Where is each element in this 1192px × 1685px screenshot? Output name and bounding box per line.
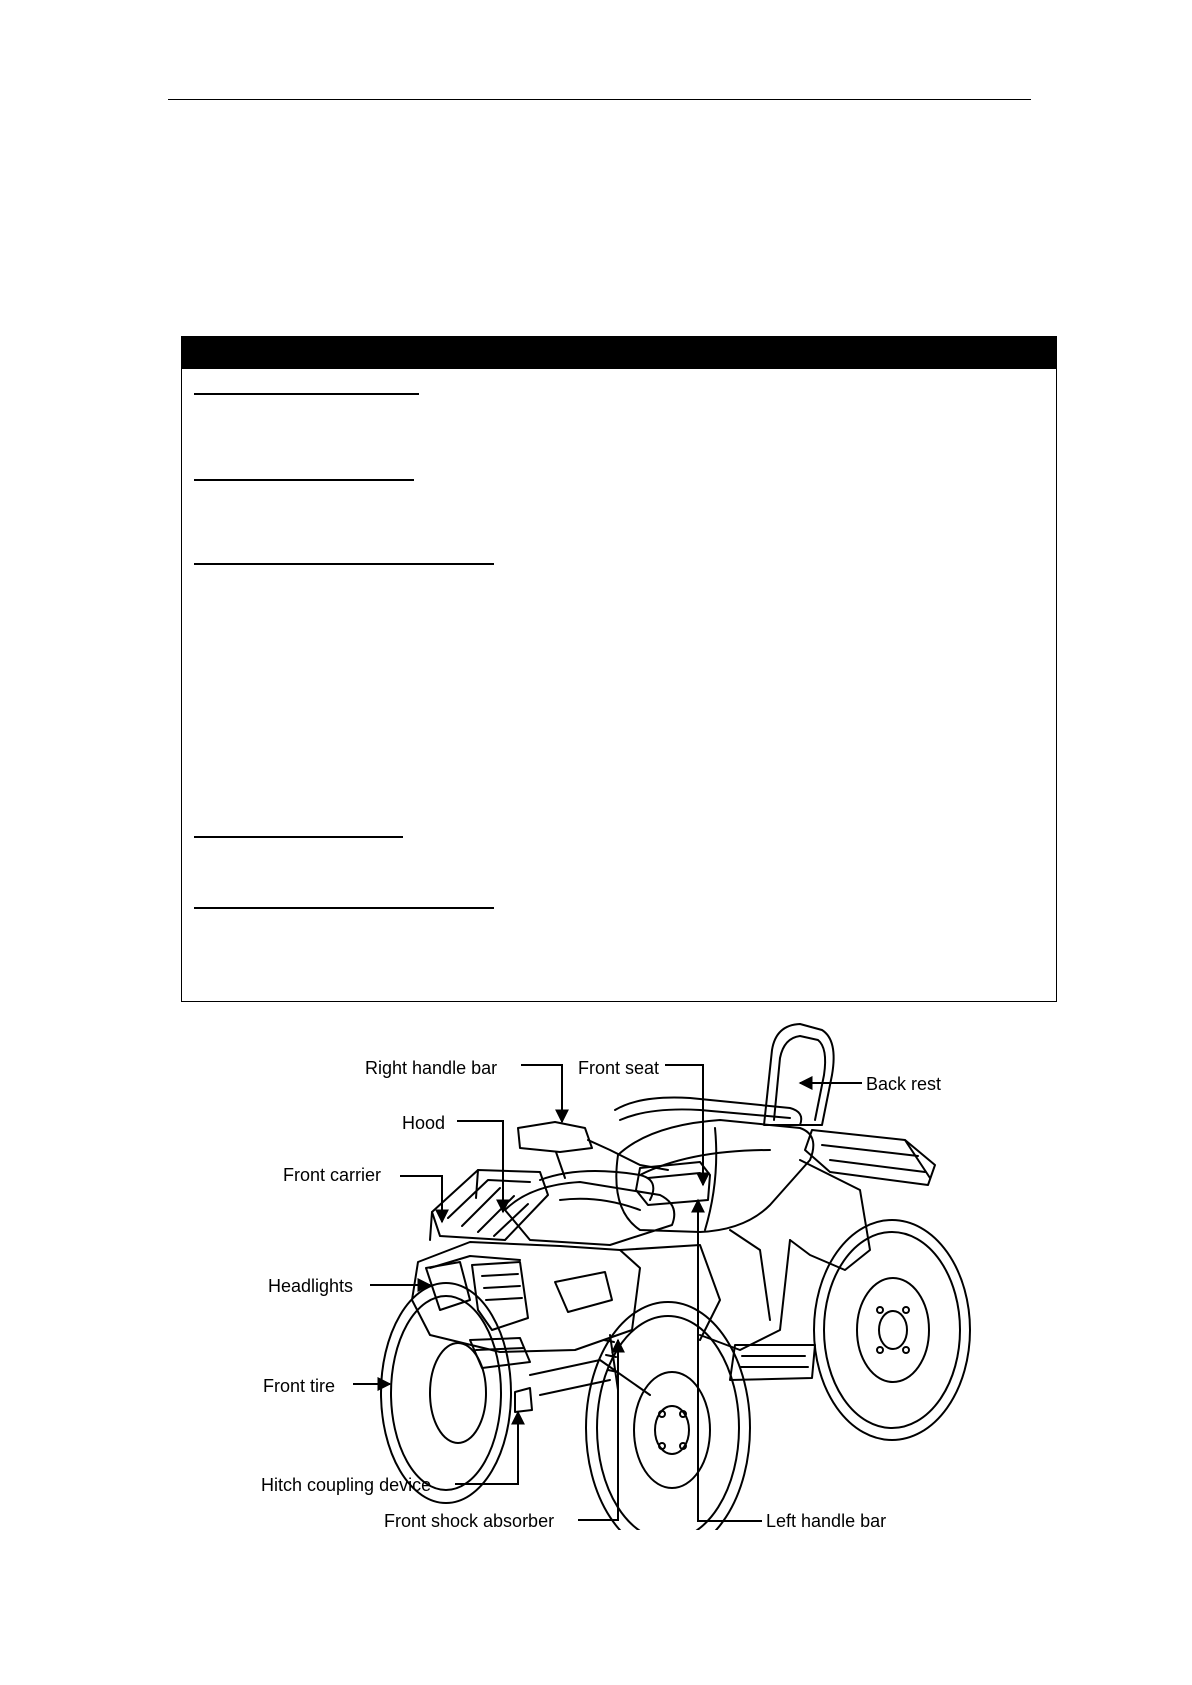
label-hood: Hood (402, 1113, 446, 1133)
label-front-shock-absorber: Front shock absorber (384, 1511, 555, 1530)
label-headlights: Headlights (268, 1276, 354, 1296)
label-left-handle-bar: Left handle bar (766, 1511, 887, 1530)
diagram-leaders (353, 1065, 862, 1521)
info-box-header (182, 337, 1056, 369)
label-back-rest: Back rest (866, 1074, 942, 1094)
label-front-tire: Front tire (263, 1376, 336, 1396)
atv-diagram (0, 1010, 1192, 1530)
atv-illustration (381, 1024, 970, 1530)
label-front-seat: Front seat (578, 1058, 660, 1078)
label-hitch-coupling-device: Hitch coupling device (261, 1475, 432, 1495)
section-1-underline (194, 393, 419, 395)
rear-right-tire (814, 1220, 970, 1440)
section-3-underline (194, 563, 494, 565)
label-right-handle-bar: Right handle bar (365, 1058, 498, 1078)
info-box (181, 336, 1057, 1002)
header-rule (168, 99, 1031, 100)
label-front-carrier: Front carrier (283, 1165, 382, 1185)
section-4-underline (194, 836, 403, 838)
front-left-tire (381, 1283, 511, 1503)
section-2-underline (194, 479, 414, 481)
section-5-underline (194, 907, 494, 909)
